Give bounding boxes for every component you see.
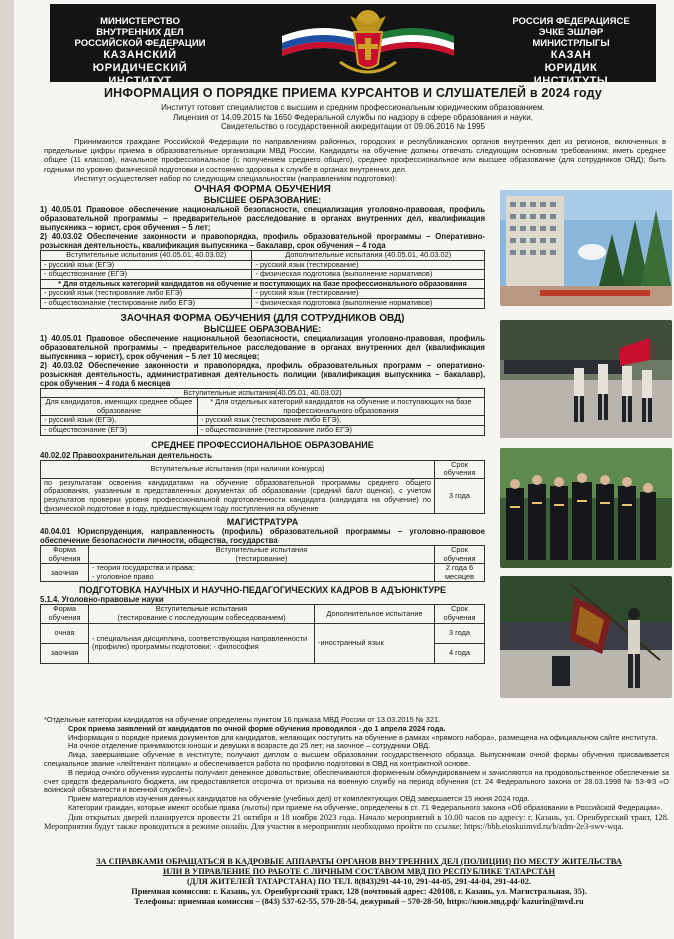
table-cell: -иностранный язык bbox=[315, 623, 435, 663]
banner-right-line: МИНИСТРЛЫГЫ bbox=[532, 38, 610, 49]
institute-building-photo bbox=[500, 190, 672, 306]
banner-bearer-photo bbox=[500, 576, 672, 698]
page-title: ИНФОРМАЦИЯ О ПОРЯДКЕ ПРИЕМА КУРСАНТОВ И СЛУШАТЕЛЕЙ в 2024 году bbox=[103, 86, 603, 100]
banner-left-name: КАЗАНСКИЙ bbox=[103, 49, 177, 61]
header-text: Вступительные испытания bbox=[155, 604, 248, 614]
table-header: Срок обучения bbox=[435, 605, 485, 623]
note-paragraph: В период очного обучения курсанты получают денежное довольствие, обеспечиваются форменным обмундированием и зачисляются на продовольственное обеспечение за счет средств федерального бюджета, им предоставляется отсрочка от призыва на военную службу на период обучения (ст. 24 Федерального закона от 28.03.1998 № 53-ФЗ «О воинской обязанности и военной службе»). bbox=[44, 767, 669, 795]
header-text: Вступительные испытания bbox=[215, 545, 308, 555]
table-cell: - русский язык (ЕГЭ) bbox=[41, 260, 252, 270]
admission-sections bbox=[40, 184, 485, 664]
banner-left-line: ВНУТРЕННИХ ДЕЛ bbox=[96, 27, 184, 38]
contact-line: ИЛИ В УПРАВЛЕНИЕ ПО РАБОТЕ С ЛИЧНЫМ СОСТАВОМ МВД ПО РЕСПУБЛИКЕ ТАТАРСТАН bbox=[163, 867, 555, 876]
table-header: * Для отдельных категорий кандидатов на обучение и поступающих на базе профессионального образования bbox=[197, 398, 484, 416]
contact-line: ЗА СПРАВКАМИ ОБРАЩАТЬСЯ В КАДРОВЫЕ АППАРАТЫ ОРГАНОВ ВНУТРЕННИХ ДЕЛ (ПОЛИЦИИ) ПО МЕСТУ ЖИТЕЛЬСТВА bbox=[96, 857, 622, 866]
banner-right-line: ЭЧКЕ ЭШЛӘР bbox=[538, 27, 604, 38]
note-paragraph: *Отдельные категории кандидатов на обучение определены пунктом 16 приказа МВД России от 13.03.2015 № 321. bbox=[44, 715, 441, 724]
table-cell: заочная bbox=[41, 643, 89, 663]
table-header bbox=[89, 546, 435, 564]
banner-left-name: ИНСТИТУТ bbox=[108, 75, 172, 87]
note-paragraph: Категории граждан, которые имеют особые права (льготы) при приеме на обучение, определены в ст. 71 Федерального закона «Об образовании в Российской Федерации». bbox=[68, 802, 663, 812]
institute-emblem-icon bbox=[278, 6, 458, 80]
note-paragraph: На очное отделение принимаются юноши и девушки в возрасте до 25 лет; на заочное – сотрудники ОВД. bbox=[68, 741, 431, 751]
header-text: (тестирование с последующим собеседованием) bbox=[117, 613, 286, 623]
table-cell: - русский язык (ЕГЭ), bbox=[41, 416, 198, 426]
contact-block bbox=[54, 857, 664, 907]
table-header: Вступительные испытания (при наличии конкурса) bbox=[41, 460, 435, 478]
table-header: Для кандидатов, имеющих среднее общее образование bbox=[41, 398, 198, 416]
license-line: Институт готовит специалистов с высшим и средним профессиональным юридическим образованием. bbox=[161, 103, 545, 112]
banner-right-text bbox=[496, 16, 646, 88]
notes-block bbox=[44, 716, 669, 832]
table-header: Срок обучения bbox=[435, 460, 485, 478]
table-cell: - русский язык (тестирование) bbox=[252, 289, 485, 299]
table-cell: - специальная дисциплина, соответствующая направленности (профилю) программы подготовки; - философия bbox=[89, 623, 315, 663]
table-header: Срок обучения bbox=[435, 546, 485, 564]
intro-paragraph: Институт осуществляет набор по следующим специальностям (направлениям подготовки): bbox=[74, 173, 397, 183]
masters-exams-table bbox=[40, 545, 485, 582]
banner-left-line: МИНИСТЕРСТВО bbox=[100, 16, 180, 27]
table-cell bbox=[89, 564, 435, 582]
contact-line: Приемная комиссия: г. Казань, ул. Оренбургский тракт, 128 (почтовый адрес: 420108, г. Казань, ул. Магистральная, 35). bbox=[131, 887, 587, 896]
table-cell: 3 года bbox=[435, 478, 485, 513]
table-header bbox=[89, 605, 315, 623]
table-header: Вступительные испытания (40.05.01, 40.03.02) bbox=[41, 251, 252, 261]
full-time-exams-table bbox=[40, 250, 485, 309]
note-paragraph: Лица, завершившие обучение в институте, получают диплом о высшем образовании государственного образца. Выпускникам очной формы обучения присваивается специальное звание «лейтенант полиции» и обеспечивается работа по профилю подготовки в ОВД на контрактной основе. bbox=[44, 750, 669, 768]
section-heading-adjunct: ПОДГОТОВКА НАУЧНЫХ И НАУЧНО-ПЕДАГОГИЧЕСКИХ КАДРОВ В АДЪЮНКТУРЕ bbox=[79, 585, 446, 596]
section-heading-full-time: ОЧНАЯ ФОРМА ОБУЧЕНИЯ bbox=[194, 184, 331, 195]
program-item: 40.02.02 Правоохранительная деятельность bbox=[40, 450, 212, 460]
banner-right-name: ЮРИДИК bbox=[544, 62, 598, 74]
exam-item: - теория государства и права; bbox=[92, 563, 195, 573]
section-heading-part-time: ЗАОЧНАЯ ФОРМА ОБУЧЕНИЯ (ДЛЯ СОТРУДНИКОВ ОВД) bbox=[120, 312, 405, 324]
banner-right-line: РОССИЯ ФЕДЕРАЦИЯСЕ bbox=[512, 16, 630, 27]
adjunct-exams-table bbox=[40, 604, 485, 663]
contact-line: Телефоны: приемная комиссия – (843) 537-62-55, 570-28-54, дежурный – 570-28-50, https://кюи.мвд.рф/ kazurin@mvd.ru bbox=[134, 897, 584, 906]
table-cell: - обществознание (тестирование либо ЕГЭ) bbox=[197, 425, 484, 435]
program-item: 2) 40.03.02 Обеспечение законности и правопорядка, профиль образовательных программ – оперативно-розыскная деятельность, административная деятельность полиции (квалификация выпускника – бакалавр), срок обучения – 4 года 6 месяцев bbox=[40, 360, 485, 388]
exam-item: - уголовное право bbox=[92, 571, 154, 581]
table-cell: - физическая подготовка (выполнение нормативов) bbox=[252, 270, 485, 280]
intro-text bbox=[44, 137, 666, 183]
table-header: Вступительные испытания(40.05.01, 40.03.02) bbox=[41, 388, 485, 398]
section-subheading: ВЫСШЕЕ ОБРАЗОВАНИЕ: bbox=[203, 195, 322, 205]
program-item: 1) 40.05.01 Правовое обеспечение национальной безопасности, специализация уголовно-правовая, профиль образовательной программы – предварительное расследование в органах внутренних дел, квалификация выпускника – юрист, срок обучения – 5 лет; bbox=[40, 205, 485, 232]
spo-exams-table bbox=[40, 460, 485, 515]
table-header: Форма обучения bbox=[41, 605, 89, 623]
contact-line: (ДЛЯ ЖИТЕЛЕЙ ТАТАРСТАНА) ПО ТЕЛ. 8(843)291-44-10, 291-44-05, 291-44-04, 291-44-02. bbox=[186, 877, 531, 886]
cadets-oath-photo bbox=[500, 448, 672, 568]
table-cell: 2 года 6 месяцев bbox=[435, 564, 485, 582]
poster-sheet bbox=[14, 0, 674, 939]
section-subheading: ВЫСШЕЕ ОБРАЗОВАНИЕ: bbox=[203, 323, 322, 334]
program-item: 1) 40.05.01 Правовое обеспечение национальной безопасности, специализация уголовно-правовая, профиль образовательной программы – предварительное расследование в органах внутренних дел (квалификация выпускника – юрист), срок обучения – 5 лет 10 месяцев; bbox=[40, 333, 485, 361]
table-header: Дополнительное испытание bbox=[315, 605, 435, 623]
table-header: Форма обучения bbox=[41, 546, 89, 564]
table-cell: - русский язык (тестирование либо ЕГЭ), bbox=[197, 416, 484, 426]
table-cell: - обществознание (ЕГЭ) bbox=[41, 425, 198, 435]
header-text: (тестирование) bbox=[235, 553, 288, 563]
banner-left-text bbox=[60, 16, 220, 88]
intro-paragraph: Принимаются граждане Российской Федерации по направлениям районных, городских и республиканских органов внутренних дел из регионов, включенных в предельные цифры приема в образовательные организации МВД России. Кандидаты на обучение должны отвечать следующим основным требованиям: иметь среднее общее (11 классов), начальное профессиональное (с получением среднего общего), среднее профессиональное или высшее образование (для сотрудников ОВД); быть годными по уровню физической подготовки и состоянию здоровья к службе в органах внутренних дел. bbox=[44, 137, 666, 174]
banner-right-name: КАЗАН bbox=[550, 49, 592, 61]
section-heading-spo: СРЕДНЕЕ ПРОФЕССИОНАЛЬНОЕ ОБРАЗОВАНИЕ bbox=[151, 439, 374, 450]
program-item: 5.1.4. Уголовно-правовые науки bbox=[40, 595, 164, 605]
table-cell: - обществознание (тестирование либо ЕГЭ) bbox=[41, 298, 252, 308]
license-line: Свидетельство о государственной аккредитации от 09.06.2016 № 1995 bbox=[221, 122, 485, 131]
table-header: * Для отдельных категорий кандидатов на обучение и поступающих на базе профессионального образования bbox=[41, 279, 485, 289]
table-cell: по результатам освоения кандидатами на обучение образовательной программы среднего общего образования, указанным в представленных документах об образовании (средний балл оценок), с учетом результатов проверки уровня профессиональной подготовленности кандидата (кандидата на обучение) по физической подготовке в году, предшествующем году поступления на обучение bbox=[41, 478, 435, 513]
program-item: 40.04.01 Юриспруденция, направленность (профиль) образовательной программы – уголовно-правовое обеспечение безопасности личности, общества, государства bbox=[40, 527, 485, 546]
table-cell: - физическая подготовка (выполнение нормативов) bbox=[252, 298, 485, 308]
banner-left-name: ЮРИДИЧЕСКИЙ bbox=[92, 62, 188, 74]
table-cell: заочная bbox=[41, 564, 89, 582]
table-cell: - русский язык (тестирование) bbox=[252, 260, 485, 270]
table-cell: очная bbox=[41, 623, 89, 643]
banner-right-name: ИНСТИТУТЫ bbox=[533, 75, 609, 87]
table-header: Дополнительные испытания (40.05.01, 40.03.02) bbox=[252, 251, 485, 261]
note-paragraph: Информация о порядке приема документов для кандидатов, желающих поступить на обучение в рамках «прямого набора», размещена на официальном сайте института. bbox=[68, 732, 658, 742]
table-cell: 3 года bbox=[435, 623, 485, 643]
open-days-paragraph: Дни открытых дверей планируется провести 21 октября и 18 ноября 2023 года. Начало мероприятий в 10.00 часов по адресу: г. Казань, ул. Оренбургский тракт, 128. Мероприятия будут также проводиться в режиме онлайн. Для участия в мероприятии необходимо пройти по ссылке: https://bbb.eioskuimvd.ru/b/adm-2e3-swv-wqa. bbox=[44, 812, 669, 832]
table-cell: - русский язык (тестирование либо ЕГЭ) bbox=[41, 289, 252, 299]
program-item: 2) 40.03.02 Обеспечение законности и правопорядка, профиль образовательной программы – Оперативно-розыскная деятельность, квалификация выпускника – бакалавр, срок обучения – 4 года bbox=[40, 232, 485, 250]
parade-flag-photo bbox=[500, 320, 672, 438]
note-paragraph: Срок приема заявлений от кандидатов по очной форме обучения проводился - до 1 апреля 2024 года. bbox=[68, 723, 446, 733]
header-banner bbox=[50, 4, 656, 87]
table-cell: - обществознание (ЕГЭ) bbox=[41, 270, 252, 280]
license-info bbox=[50, 103, 656, 132]
table-cell: 4 года bbox=[435, 643, 485, 663]
section-heading-masters: МАГИСТРАТУРА bbox=[226, 517, 299, 528]
note-paragraph: Прием материалов изучения данных кандидатов на обучение (учебных дел) от комплектующих ОВД завершается 15 июня 2024 года. bbox=[68, 794, 530, 804]
banner-left-line: РОССИЙСКОЙ ФЕДЕРАЦИИ bbox=[74, 38, 206, 49]
part-time-exams-table bbox=[40, 388, 485, 436]
license-line: Лицензия от 14.09.2015 № 1650 Федеральной службы по надзору в сфере образования и науки, bbox=[173, 112, 533, 122]
